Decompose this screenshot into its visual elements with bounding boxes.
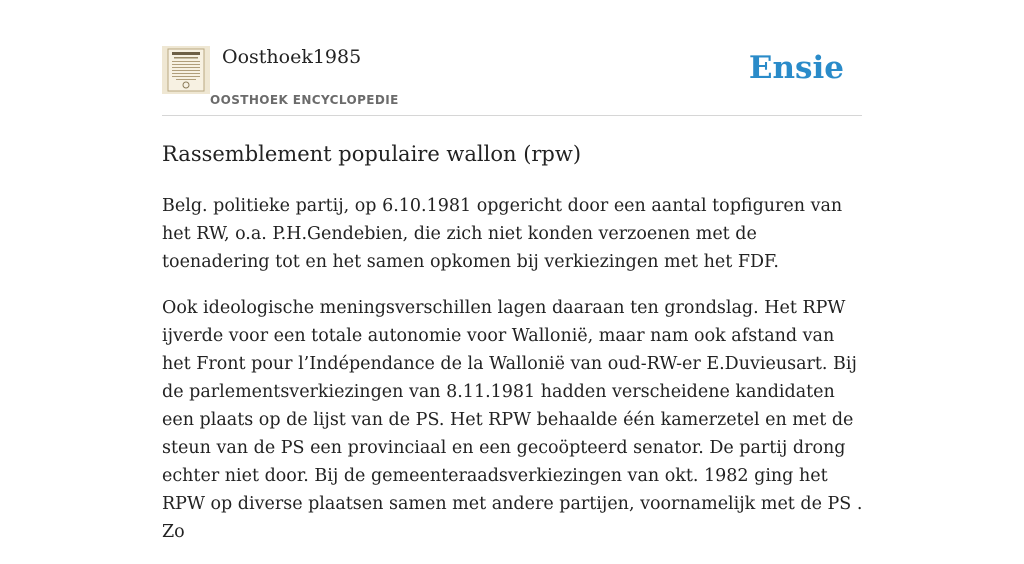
article-title: Rassemblement populaire wallon (rpw) [162, 142, 582, 166]
book-cover-icon [162, 46, 210, 94]
article-body [162, 192, 867, 564]
article-paragraph: Ook ideologische meningsverschillen lagen daaraan ten grondslag. Het RPW ijverde voor een totale autonomie voor Wallonië, maar nam ook afstand van het Front pour l’Indépendance de la Wallonië van oud-RW-er E.Duvieusart. Bij de parlementsverkiezingen van 8.11.1981 hadden verscheidene kandidaten een plaats op de lijst van de PS. Het RPW behaalde één kamerzetel en met de steun van de PS een provinciaal en een gecoöpteerd senator. De partij drong echter niet door. Bij de gemeenteraadsverkiezingen van okt. 1982 ging het RPW op diverse plaatsen samen met andere partijen, voornamelijk met de PS . Zo [162, 298, 863, 542]
article-paragraph: Belg. politieke partij, op 6.10.1981 opgericht door een aantal topfiguren van het RW, o.a. P.H.Gendebien, die zich niet konden verzoenen met de toenadering tot en het samen opkomen bij verkiezingen met het FDF. [162, 196, 843, 272]
source-subtitle: OOSTHOEK ENCYCLOPEDIE [210, 93, 399, 107]
source-name[interactable]: Oosthoek1985 [222, 46, 362, 68]
source-avatar[interactable] [162, 46, 210, 94]
brand-logo[interactable]: Ensie [748, 50, 844, 86]
article-header [162, 42, 862, 116]
